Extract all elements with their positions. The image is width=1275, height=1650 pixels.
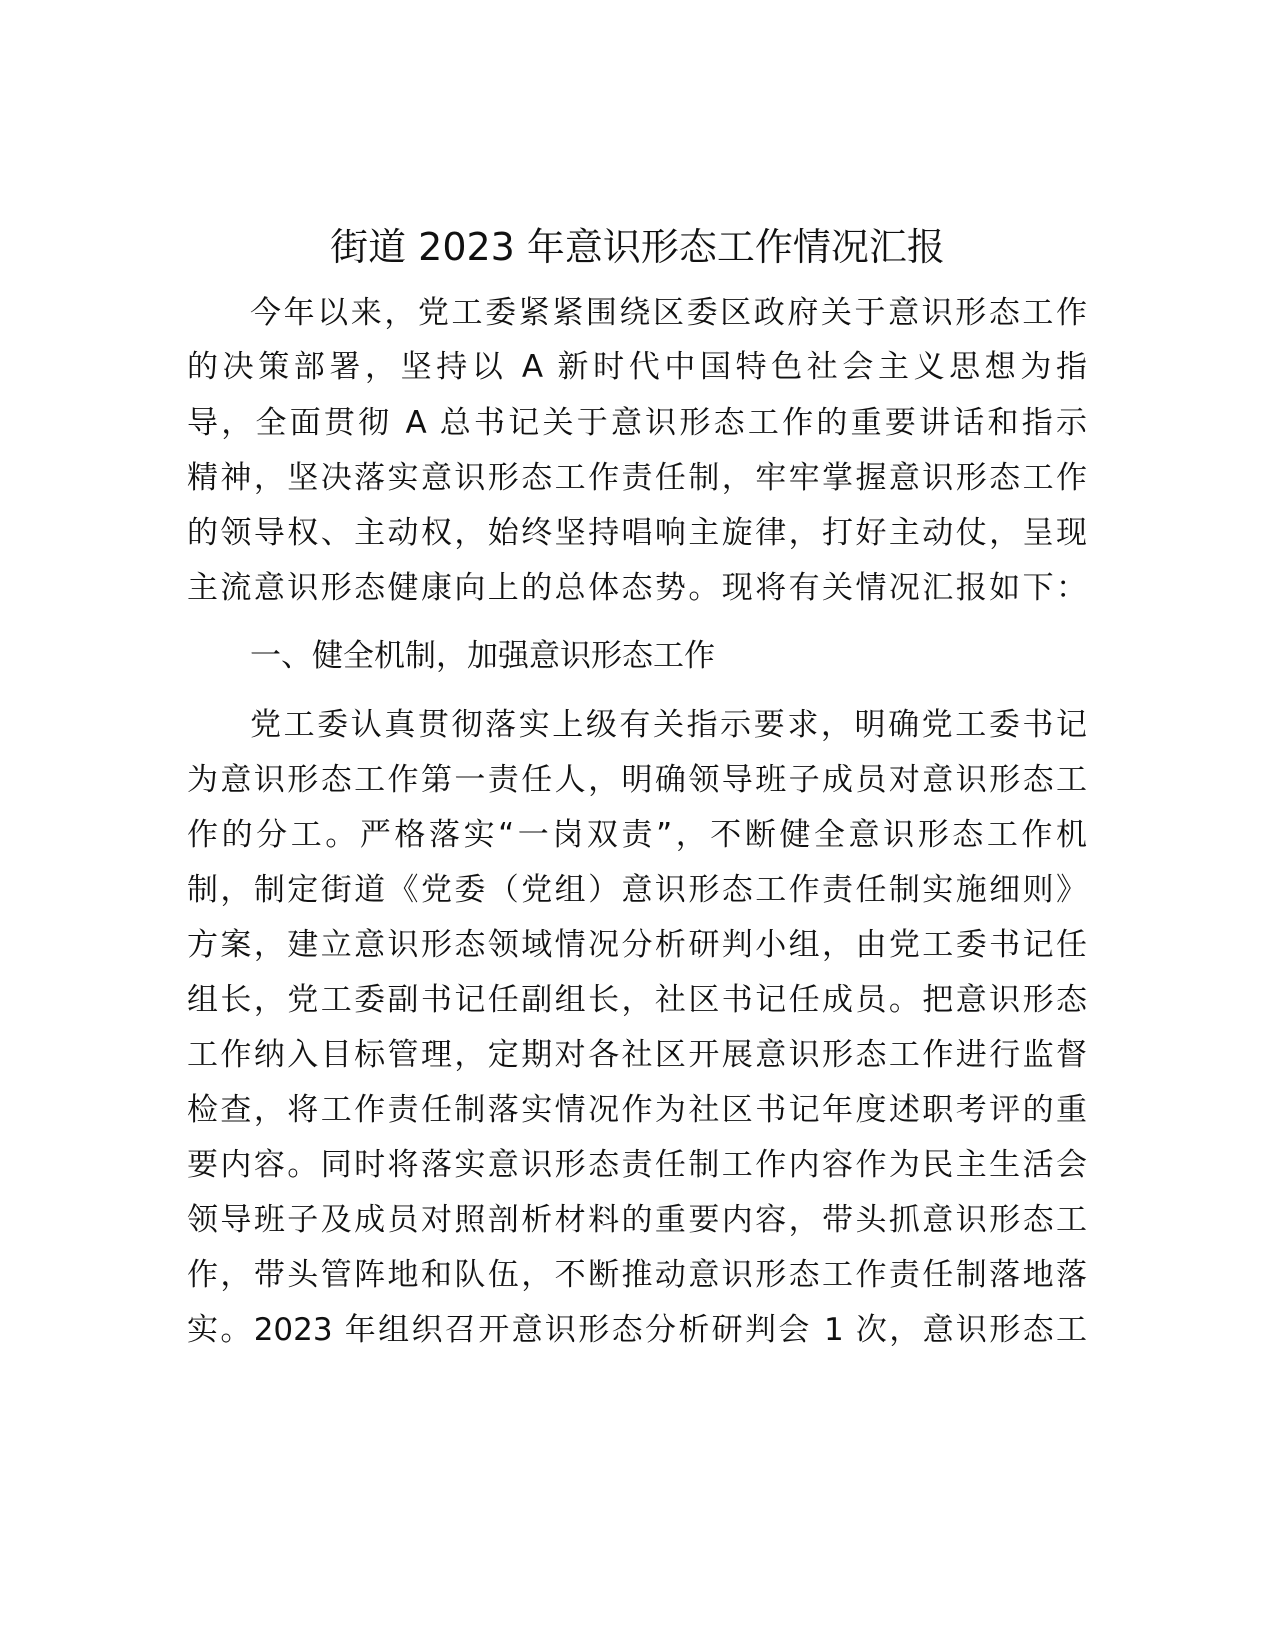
paragraph-line: 党工委认真贯彻落实上级有关指示要求，明确党工委书记 [250,707,1087,743]
document-title: 街道 2023 年意识形态工作情况汇报 [330,225,945,269]
paragraph-line: 方案，建立意识形态领域情况分析研判小组，由党工委书记任 [187,927,1087,963]
paragraph-line: 作，带头管阵地和队伍，不断推动意识形态工作责任制落地落 [187,1257,1087,1293]
paragraph-line: 要内容。同时将落实意识形态责任制工作内容作为民主生活会 [187,1147,1087,1183]
paragraph-line: 作的分工。严格落实“一岗双责”，不断健全意识形态工作机 [187,817,1087,853]
paragraph-line: 组长，党工委副书记任副组长，社区书记任成员。把意识形态 [187,982,1087,1018]
paragraph-line: 领导班子及成员对照剖析材料的重要内容，带头抓意识形态工 [187,1202,1087,1238]
paragraph-line: 工作纳入目标管理，定期对各社区开展意识形态工作进行监督 [187,1037,1087,1073]
section-heading: 一、健全机制，加强意识形态工作 [250,638,715,674]
paragraph-line: 的领导权、主动权，始终坚持唱响主旋律，打好主动仗，呈现 [187,515,1087,551]
paragraph-line: 实。2023 年组织召开意识形态分析研判会 1 次，意识形态工 [187,1312,1087,1348]
paragraph-line: 精神，坚决落实意识形态工作责任制，牢牢掌握意识形态工作 [187,460,1087,496]
paragraph-line: 制，制定街道《党委（党组）意识形态工作责任制实施细则》 [187,872,1087,908]
paragraph-line: 的决策部署，坚持以 A 新时代中国特色社会主义思想为指 [187,349,1087,385]
paragraph-line: 主流意识形态健康向上的总体态势。现将有关情况汇报如下： [187,570,1087,606]
paragraph-line: 今年以来，党工委紧紧围绕区委区政府关于意识形态工作 [250,295,1087,331]
paragraph-line: 为意识形态工作第一责任人，明确领导班子成员对意识形态工 [187,762,1087,798]
paragraph-line: 检查，将工作责任制落实情况作为社区书记年度述职考评的重 [187,1092,1087,1128]
paragraph-line: 导，全面贯彻 A 总书记关于意识形态工作的重要讲话和指示 [187,405,1087,441]
